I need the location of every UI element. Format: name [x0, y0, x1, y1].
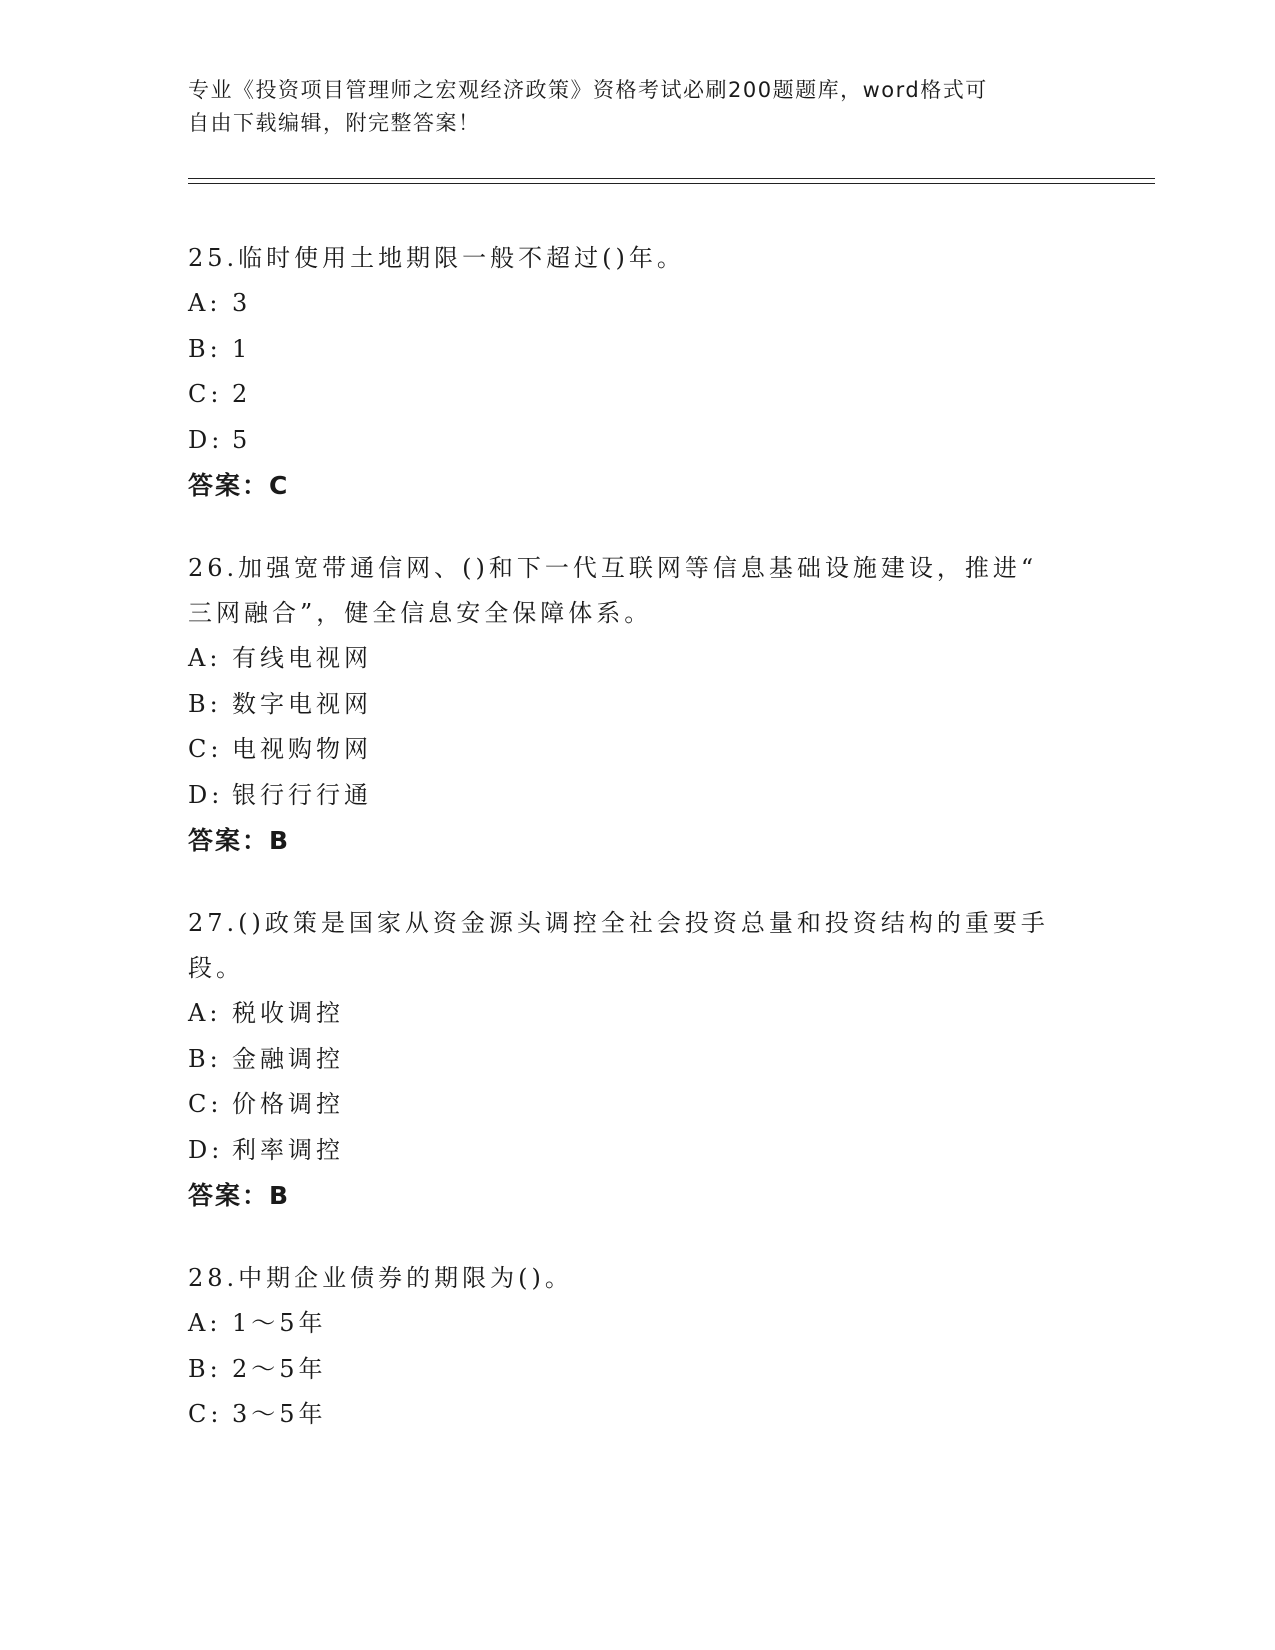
- option-key: A:: [188, 999, 222, 1027]
- option-text: 3～5年: [232, 1400, 327, 1428]
- option-row: [188, 372, 1088, 418]
- answer-line: 答案：B: [188, 826, 291, 855]
- option-text: 税收调控: [232, 999, 344, 1027]
- question-block: [188, 901, 1088, 1218]
- document-header: [188, 74, 1088, 140]
- question-stem-line: 三网融合”，健全信息安全保障体系。: [188, 599, 653, 627]
- option-key: D:: [188, 1135, 224, 1164]
- option-text: 数字电视网: [232, 689, 372, 718]
- header-divider-bottom: [188, 183, 1155, 184]
- option-key: C:: [188, 1400, 223, 1428]
- option-row: [188, 1347, 1088, 1393]
- option-row: [188, 727, 1088, 773]
- question-block: [188, 236, 1088, 508]
- option-text: 利率调控: [232, 1135, 344, 1164]
- option-key: C:: [188, 735, 223, 763]
- option-key: B:: [188, 689, 222, 718]
- option-key: B:: [188, 1354, 222, 1383]
- option-key: A:: [188, 1309, 222, 1337]
- question-stem-line: 26.加强宽带通信网、()和下一代互联网等信息基础设施建设，推进“: [188, 554, 1038, 582]
- question-block: [188, 546, 1088, 863]
- option-key: C:: [188, 380, 223, 408]
- option-row: [188, 1082, 1088, 1128]
- answer-line: 答案：C: [188, 471, 290, 500]
- question-stem-line: 段。: [188, 954, 244, 982]
- answer-line: 答案：B: [188, 1181, 291, 1210]
- option-row: [188, 327, 1088, 373]
- option-text: 5: [232, 425, 252, 454]
- header-divider-top: [188, 178, 1155, 179]
- question-list: [188, 236, 1088, 1476]
- option-text: 电视购物网: [232, 735, 372, 763]
- option-row: [188, 1037, 1088, 1083]
- option-row: [188, 991, 1088, 1037]
- question-block: [188, 1256, 1088, 1438]
- option-key: D:: [188, 780, 224, 809]
- option-text: 价格调控: [232, 1090, 344, 1118]
- option-text: 3: [232, 289, 252, 317]
- option-key: B:: [188, 334, 222, 363]
- option-row: [188, 682, 1088, 728]
- header-line-1: 专业《投资项目管理师之宏观经济政策》资格考试必刷200题题库，word格式可: [188, 78, 988, 102]
- option-row: [188, 636, 1088, 682]
- option-text: 2～5年: [232, 1354, 327, 1383]
- option-row: [188, 1392, 1088, 1438]
- option-text: 2: [232, 380, 252, 408]
- option-row: [188, 1301, 1088, 1347]
- option-key: A:: [188, 289, 222, 317]
- option-text: 金融调控: [232, 1044, 344, 1073]
- option-text: 有线电视网: [232, 644, 372, 672]
- option-key: B:: [188, 1044, 222, 1073]
- option-key: A:: [188, 644, 222, 672]
- option-text: 1: [232, 334, 252, 363]
- question-stem-line: 28.中期企业债券的期限为()。: [188, 1264, 573, 1292]
- option-row: [188, 281, 1088, 327]
- option-key: C:: [188, 1090, 223, 1118]
- header-line-2: 自由下载编辑，附完整答案！: [188, 111, 481, 135]
- question-stem-line: 27.()政策是国家从资金源头调控全社会投资总量和投资结构的重要手: [188, 909, 1049, 937]
- option-text: 银行行行通: [232, 780, 372, 809]
- question-stem-line: 25.临时使用土地期限一般不超过()年。: [188, 244, 685, 272]
- option-row: [188, 418, 1088, 464]
- option-row: [188, 1128, 1088, 1174]
- option-key: D:: [188, 425, 224, 454]
- option-text: 1～5年: [232, 1309, 327, 1337]
- option-row: [188, 773, 1088, 819]
